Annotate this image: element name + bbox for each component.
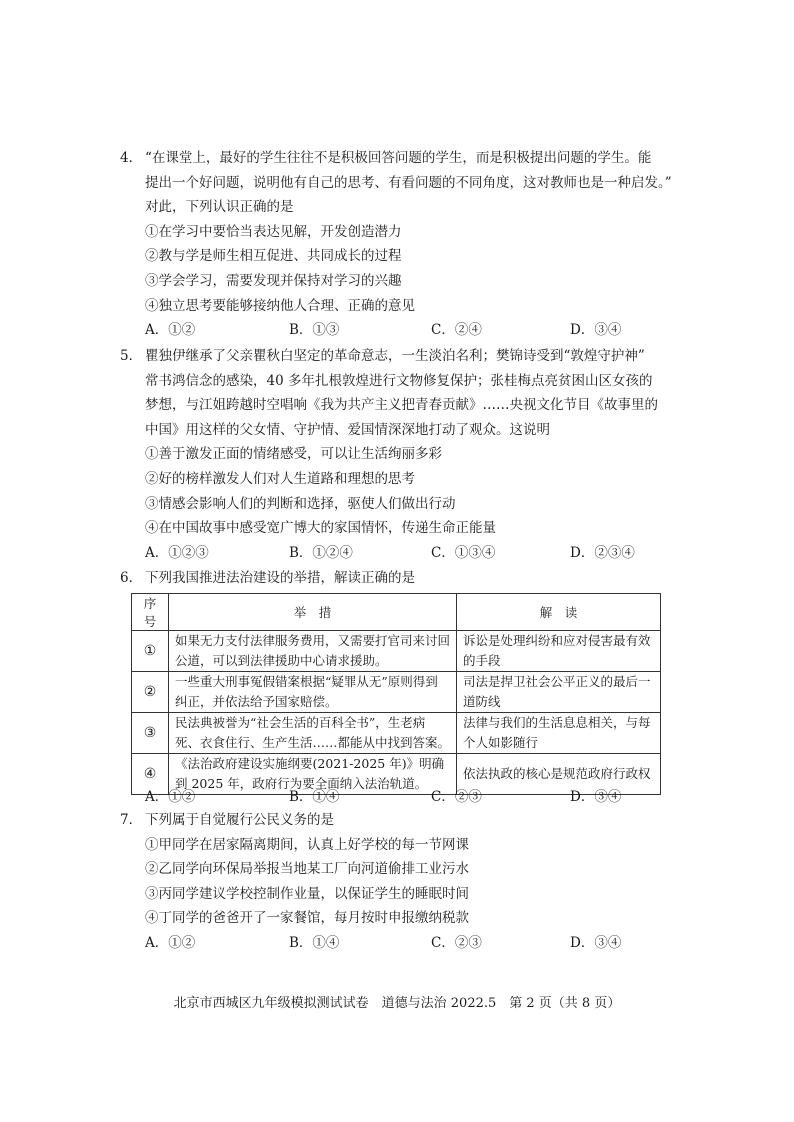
header-measure: 举 措: [169, 594, 457, 631]
row-measure: 民法典被誉为“社会生活的百科全书”，生老病死、衣食住行、生产生活……都能从中找到答案。: [169, 713, 457, 754]
statement-item: ①善于激发正面的情绪感受，可以让生活绚丽多彩: [145, 446, 442, 463]
header-reading: 解 读: [457, 594, 661, 631]
law-measures-table: [131, 593, 661, 795]
statement-item: ④独立思考要能够接纳他人合理、正确的意见: [145, 297, 415, 314]
question-6: [120, 566, 680, 591]
option-c[interactable]: C．①③④: [431, 544, 496, 561]
statement-item: ④在中国故事中感受宽广博大的家国情怀，传递生命正能量: [145, 520, 496, 537]
statement-item: ③丙同学建议学校控制作业量，以保证学生的睡眠时间: [145, 885, 469, 902]
statement-item: ②乙同学向环保局举报当地某工厂向河道偷排工业污水: [145, 861, 469, 878]
option-a[interactable]: A．①②: [145, 934, 196, 951]
question-stem-line: “在课堂上，最好的学生往往不是积极回答问题的学生，而是积极提出问题的学生。能: [145, 150, 652, 166]
question-7: [120, 808, 680, 956]
question-stem-line: 常书鸿信念的感染，40 多年扎根敦煌进行文物修复保护；张桂梅点亮贫困山区女孩的: [145, 372, 653, 389]
row-reading: 司法是捍卫社会公平正义的最后一道防线: [457, 672, 661, 713]
question-stem-line: 下列我国推进法治建设的举措，解读正确的是: [145, 570, 415, 586]
option-b[interactable]: B．①③: [289, 322, 340, 339]
question-number: 5．: [120, 348, 143, 364]
question-stem-line: 中国》用这样的父女情、守护情、爱国情深深地打动了观众。这说明: [145, 421, 550, 438]
row-measure: 一些重大刑事冤假错案根据“疑罪从无”原则得到纠正，并依法给予国家赔偿。: [169, 672, 457, 713]
statement-item: ③学会学习，需要发现并保持对学习的兴趣: [145, 272, 402, 289]
table-row: [132, 672, 661, 713]
statement-item: ②教与学是师生相互促进、共同成长的过程: [145, 248, 402, 265]
question-6-options: [120, 785, 680, 810]
row-index: ①: [132, 631, 169, 672]
table-row: [132, 631, 661, 672]
question-stem-line: 瞿独伊继承了父亲瞿秋白坚定的革命意志，一生淡泊名利；樊锦诗受到“敦煌守护神”: [145, 348, 645, 364]
question-number: 6．: [120, 570, 143, 586]
question-number: 4．: [120, 150, 143, 166]
option-c[interactable]: C．②③: [431, 934, 482, 951]
page-footer: 北京市西城区九年级模拟测试试卷 道德与法治 2022.5 第 2 页（共 8 页）: [173, 996, 621, 1011]
statement-item: ④丁同学的爸爸开了一家餐馆，每月按时申报缴纳税款: [145, 910, 469, 927]
option-a[interactable]: A．①②: [145, 789, 196, 805]
answer-options: [120, 931, 680, 956]
row-reading: 诉讼是处理纠纷和应对侵害最有效的手段: [457, 631, 661, 672]
question-number: 7．: [120, 812, 143, 828]
statement-item: ①甲同学在居家隔离期间，认真上好学校的每一节网课: [145, 836, 469, 853]
row-index: ②: [132, 672, 169, 713]
option-b[interactable]: B．①②④: [289, 544, 353, 561]
option-d[interactable]: D．③④: [570, 322, 622, 339]
answer-options: [120, 785, 680, 810]
statement-item: ②好的榜样激发人们对人生道路和理想的思考: [145, 470, 415, 487]
row-index: ④: [132, 754, 169, 795]
question-stem-line: 对此，下列认识正确的是: [145, 199, 294, 216]
question-stem-line: 梦想，与江姐跨越时空唱响《我为共产主义把青春贡献》……央视文化节目《故事里的: [145, 397, 658, 414]
option-a[interactable]: A．①②: [145, 322, 196, 339]
option-b[interactable]: B．①④: [289, 934, 340, 951]
statement-item: ①在学习中要恰当表达见解，开发创造潜力: [145, 223, 402, 240]
row-reading: 法律与我们的生活息息相关，与每个人如影随行: [457, 713, 661, 754]
row-measure: 如果无力支付法律服务费用，又需要打官司来讨回公道，可以到法律援助中心请求援助。: [169, 631, 457, 672]
option-d[interactable]: D．③④: [570, 934, 622, 951]
option-c[interactable]: C．②③: [431, 789, 482, 805]
question-stem-line: 提出一个好问题，说明他有自己的思考、有看问题的不同角度，这对教师也是一种启发。”: [145, 174, 672, 191]
statement-item: ③情感会影响人们的判断和选择，驱使人们做出行动: [145, 495, 456, 512]
option-d[interactable]: D．③④: [570, 789, 622, 805]
option-b[interactable]: B．①④: [289, 789, 340, 805]
table-row: [132, 713, 661, 754]
question-4: [120, 146, 680, 343]
option-a[interactable]: A．①②③: [145, 544, 209, 561]
question-5: [120, 344, 680, 565]
header-index: 序号: [132, 594, 169, 631]
row-measure: 《法治政府建设实施纲要(2021-2025 年)》明确到 2025 年，政府行为要全面纳入法治轨道。: [169, 754, 457, 795]
row-reading: 依法执政的核心是规范政府行政权: [457, 754, 661, 795]
option-c[interactable]: C．②④: [431, 322, 482, 339]
question-stem-line: 下列属于自觉履行公民义务的是: [145, 812, 334, 828]
answer-options: [120, 318, 680, 343]
row-index: ③: [132, 713, 169, 754]
option-d[interactable]: D．②③④: [570, 544, 635, 561]
answer-options: [120, 541, 680, 566]
table-header-row: [132, 594, 661, 631]
